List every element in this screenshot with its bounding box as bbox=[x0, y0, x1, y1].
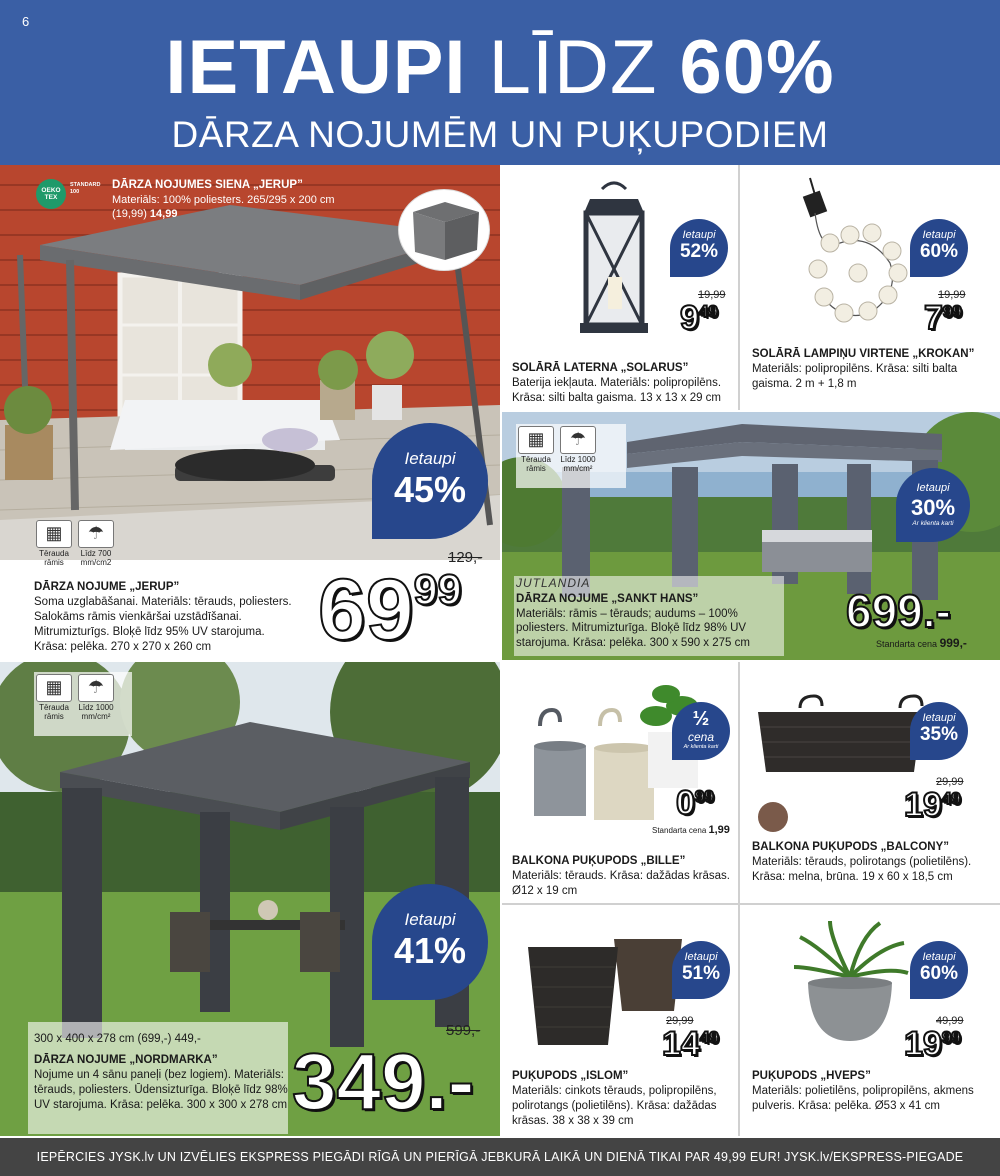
sankt-bubble-label: Ietaupi bbox=[916, 482, 950, 494]
headline-bold: IETAUPI bbox=[165, 25, 467, 110]
jerup-wall-old-price: (19,99) bbox=[112, 208, 147, 221]
krokan-name: SOLĀRĀ LAMPIŅU VIRTENE „KROKAN” bbox=[752, 348, 975, 360]
nordmarka-old-price: 599,- bbox=[446, 1022, 481, 1039]
bille-desc: Materiāls: tērauds. Krāsa: dažādas krāsas. Ø12 x 19 cm bbox=[512, 869, 730, 897]
krokan-text bbox=[752, 347, 988, 392]
jerup-bubble-label: Ietaupi bbox=[404, 449, 456, 468]
islom-discount-bubble bbox=[672, 941, 730, 999]
panel-balcony bbox=[740, 662, 1000, 902]
sankt-price: 699.- bbox=[846, 585, 951, 637]
jerup-icons bbox=[36, 520, 114, 568]
panel-jerup bbox=[0, 165, 500, 660]
nordmarka-discount-bubble bbox=[372, 884, 488, 1000]
krokan-discount-bubble bbox=[910, 219, 968, 277]
islom-old-price: 29,99 bbox=[666, 1015, 694, 1027]
sankt-desc: Materiāls: rāmis – tērauds; audums – 100% poliesters. Mitrumizturīga. Bloķē līdz 98% UV starojuma. Krāsa: pelēka. 300 x 590 x 275 cm bbox=[516, 607, 750, 650]
panel-hveps bbox=[740, 905, 1000, 1136]
hveps-bubble-percent: 60% bbox=[919, 963, 959, 984]
islom-bubble-label: Ietaupi bbox=[684, 951, 718, 963]
nordmarka-icon2-label: Līdz 1000 mm/cm² bbox=[78, 703, 114, 721]
islom-price-dec: 49 bbox=[699, 1028, 719, 1047]
sankt-icon1-label: Tērauda rāmis bbox=[521, 455, 551, 473]
balcony-bubble-label: Ietaupi bbox=[922, 712, 956, 724]
jerup-price-int: 69 bbox=[318, 562, 414, 658]
krokan-price-int: 7 bbox=[924, 299, 943, 337]
jerup-bubble-percent: 45% bbox=[393, 469, 467, 510]
hveps-price-int: 19 bbox=[904, 1025, 942, 1063]
sankt-std-price: 999,- bbox=[939, 636, 967, 650]
umbrella-icon: ☂ bbox=[78, 674, 114, 702]
bille-text bbox=[512, 854, 732, 899]
sankt-std-label: Standarta cena bbox=[876, 639, 938, 649]
panel-bille bbox=[502, 662, 738, 902]
bille-std-price: 1,99 bbox=[708, 824, 730, 836]
sankt-std bbox=[876, 636, 967, 652]
bille-name: BALKONA PUĶUPODS „BILLE” bbox=[512, 855, 686, 867]
jutlandia-logo: JUTLANDIA bbox=[516, 576, 591, 590]
jerup-desc: Soma uzglabāšanai. Materiāls: tērauds, poliesters. Salokāms rāmis vienkāršai uzstādīšanai. Mitrumizturīgs. Bloķē līdz 95% UV starojuma. Krāsa: pelēka. 270 x 270 x 260 cm bbox=[34, 595, 292, 653]
solarus-lantern bbox=[572, 177, 657, 337]
solarus-text bbox=[512, 361, 732, 406]
oeko-line2: TEX bbox=[44, 194, 58, 202]
bille-price-dec: 99 bbox=[694, 787, 714, 806]
panel-nordmarka bbox=[0, 662, 500, 1136]
balcony-planter bbox=[750, 692, 930, 782]
hveps-pot bbox=[790, 917, 910, 1047]
solarus-price bbox=[680, 301, 718, 335]
steel-frame-icon: ▦ bbox=[36, 520, 72, 548]
jerup-wall-desc: Materiāls: 100% poliesters. 265/295 x 200 cm bbox=[112, 193, 335, 206]
nordmarka-desc: Nojume un 4 sānu paneļi (bez logiem). Materiāls: tērauds, poliesters. Ūdensizturīga. Bloķē līdz 98% UV starojuma. Krāsa: pelēka. 300 x 300 x 278 cm bbox=[34, 1068, 288, 1111]
bille-bubble-card: Ar klienta karti bbox=[683, 744, 719, 750]
nordmarka-icon1-label: Tērauda rāmis bbox=[39, 703, 69, 721]
sankt-water-icon bbox=[560, 426, 596, 474]
sankt-text bbox=[516, 576, 786, 651]
sankt-icons bbox=[518, 426, 596, 474]
krokan-string-lights bbox=[780, 173, 920, 333]
balcony-old-price: 29,99 bbox=[936, 776, 964, 788]
jerup-wall-inset bbox=[398, 189, 490, 271]
islom-price-int: 14 bbox=[662, 1025, 700, 1063]
oeko-standard: STANDARD 100 bbox=[70, 182, 101, 195]
jerup-wall-name: DĀRZA NOJUMES SIENA „JERUP” bbox=[112, 179, 303, 191]
solarus-price-int: 9 bbox=[680, 299, 699, 337]
bille-bubble-half: ½ bbox=[692, 708, 710, 730]
solarus-name: SOLĀRĀ LATERNA „SOLARUS” bbox=[512, 362, 689, 374]
jerup-wall-text bbox=[112, 178, 362, 222]
nordmarka-name: DĀRZA NOJUME „NORDMARKA” bbox=[34, 1053, 218, 1066]
panel-solarus bbox=[502, 165, 738, 410]
balcony-name: BALKONA PUĶUPODS „BALCONY” bbox=[752, 841, 949, 853]
nordmarka-text bbox=[34, 1032, 290, 1113]
solarus-price-dec: 49 bbox=[698, 302, 718, 321]
nordmarka-variant: 300 x 400 x 278 cm (699,-) 449,- bbox=[34, 1033, 201, 1045]
balcony-desc: Materiāls: tērauds, polirotangs (polietilēns). Krāsa: melna, brūna. 19 x 60 x 18,5 cm bbox=[752, 855, 972, 883]
umbrella-icon: ☂ bbox=[78, 520, 114, 548]
hveps-desc: Materiāls: polietilēns, polipropilēns, akmens pulveris. Krāsa: pelēka. Ø53 x 41 cm bbox=[752, 1084, 974, 1112]
balcony-bubble-percent: 35% bbox=[919, 724, 959, 745]
krokan-old-price: 19,99 bbox=[938, 289, 966, 301]
page-number: 6 bbox=[22, 14, 30, 29]
balcony-discount-bubble bbox=[910, 702, 968, 760]
jerup-name: DĀRZA NOJUME „JERUP” bbox=[34, 581, 180, 593]
islom-bubble-percent: 51% bbox=[681, 963, 721, 984]
headline-percent: 60% bbox=[679, 25, 835, 110]
balcony-price-dec: 49 bbox=[941, 789, 961, 808]
bille-bubble-cena: cena bbox=[687, 730, 715, 744]
headline bbox=[0, 25, 1000, 110]
bille-price-int: 0 bbox=[676, 784, 695, 822]
hveps-discount-bubble bbox=[910, 941, 968, 999]
islom-name: PUĶUPODS „ISLOM” bbox=[512, 1070, 629, 1082]
panel-islom bbox=[502, 905, 738, 1136]
krokan-price-dec: 99 bbox=[942, 302, 962, 321]
nordmarka-bubble-label: Ietaupi bbox=[404, 910, 456, 929]
nordmarka-price: 349.- bbox=[292, 1037, 475, 1126]
islom-price bbox=[662, 1027, 719, 1061]
jerup-wall-inset-drawing bbox=[399, 190, 490, 271]
sankt-discount-bubble bbox=[896, 468, 970, 542]
krokan-bubble-label: Ietaupi bbox=[922, 229, 956, 241]
sankt-frame-icon bbox=[518, 426, 554, 474]
solarus-bubble-label: Ietaupi bbox=[682, 229, 716, 241]
jerup-text bbox=[34, 580, 294, 655]
headline-thin: LĪDZ bbox=[488, 25, 658, 110]
panel-krokan bbox=[740, 165, 1000, 410]
panel-sankt-hans bbox=[502, 412, 1000, 660]
sankt-bubble-card: Ar klienta karti bbox=[912, 520, 954, 527]
jerup-water-icon bbox=[78, 520, 114, 568]
jerup-frame-icon bbox=[36, 520, 72, 568]
subheadline: DĀRZA NOJUMĒM UN PUĶUPODIEM bbox=[171, 114, 829, 155]
bille-std bbox=[652, 823, 730, 837]
sankt-name: DĀRZA NOJUME „SANKT HANS” bbox=[516, 592, 699, 605]
balcony-price-int: 19 bbox=[904, 786, 942, 824]
hveps-old-price: 49,99 bbox=[936, 1015, 964, 1027]
krokan-desc: Materiāls: polipropilēns. Krāsa: silti balta gaisma. 2 m + 1,8 m bbox=[752, 362, 958, 390]
nordmarka-frame-icon bbox=[36, 674, 72, 722]
hveps-price bbox=[904, 1027, 961, 1061]
solarus-discount-bubble bbox=[670, 219, 728, 277]
sankt-bubble-percent: 30% bbox=[910, 495, 956, 520]
bille-std-label: Standarta cena bbox=[652, 826, 707, 835]
brown-swatch bbox=[758, 802, 788, 832]
jerup-price bbox=[318, 562, 462, 658]
jerup-wall-price: 14,99 bbox=[149, 208, 178, 221]
bille-discount-bubble bbox=[672, 702, 730, 760]
solarus-old-price: 19,99 bbox=[698, 289, 726, 301]
footer-promo-bar[interactable]: IEPĒRCIES JYSK.lv UN IZVĒLIES EKSPRESS PIEGĀDI RĪGĀ UN PIERĪGĀ JEBKURĀ LAIKĀ UN DIENĀ TIKAI PAR 49,99 EUR! JYSK.lv/EKSPRESS-PIEGADE bbox=[0, 1138, 1000, 1176]
sankt-icon2-label: Līdz 1000 mm/cm² bbox=[560, 455, 596, 473]
balcony-text bbox=[752, 840, 988, 885]
umbrella-icon: ☂ bbox=[560, 426, 596, 454]
jerup-old-price: 129,- bbox=[448, 549, 483, 566]
krokan-bubble-percent: 60% bbox=[919, 241, 959, 262]
divider bbox=[738, 165, 740, 410]
krokan-price bbox=[924, 301, 962, 335]
header-banner bbox=[0, 0, 1000, 165]
islom-desc: Materiāls: cinkots tērauds, polipropilēns, polirotangs (polietilēns). Krāsa: dažādas krāsas. 38 x 38 x 39 cm bbox=[512, 1084, 717, 1127]
balcony-price bbox=[904, 788, 961, 822]
bille-price bbox=[676, 786, 714, 820]
islom-text bbox=[512, 1069, 732, 1129]
hveps-name: PUĶUPODS „HVEPS” bbox=[752, 1070, 871, 1082]
jerup-price-dec: 99 bbox=[413, 566, 462, 614]
steel-frame-icon: ▦ bbox=[518, 426, 554, 454]
jerup-icon2-label: Līdz 700 mm/cm2 bbox=[80, 549, 112, 567]
hveps-text bbox=[752, 1069, 988, 1114]
solarus-bubble-percent: 52% bbox=[679, 241, 719, 262]
oeko-line1: OEKO bbox=[41, 187, 61, 194]
nordmarka-bubble-percent: 41% bbox=[393, 930, 467, 971]
steel-frame-icon: ▦ bbox=[36, 674, 72, 702]
jerup-icon1-label: Tērauda rāmis bbox=[39, 549, 69, 567]
hveps-bubble-label: Ietaupi bbox=[922, 951, 956, 963]
solarus-desc: Baterija iekļauta. Materiāls: polipropilēns. Krāsa: silti balta gaisma. 13 x 13 x 29 cm bbox=[512, 376, 722, 404]
nordmarka-water-icon bbox=[78, 674, 114, 722]
hveps-price-dec: 99 bbox=[941, 1028, 961, 1047]
nordmarka-icons bbox=[36, 674, 114, 722]
jerup-discount-bubble bbox=[372, 423, 488, 539]
oeko-tex-badge bbox=[36, 179, 66, 209]
